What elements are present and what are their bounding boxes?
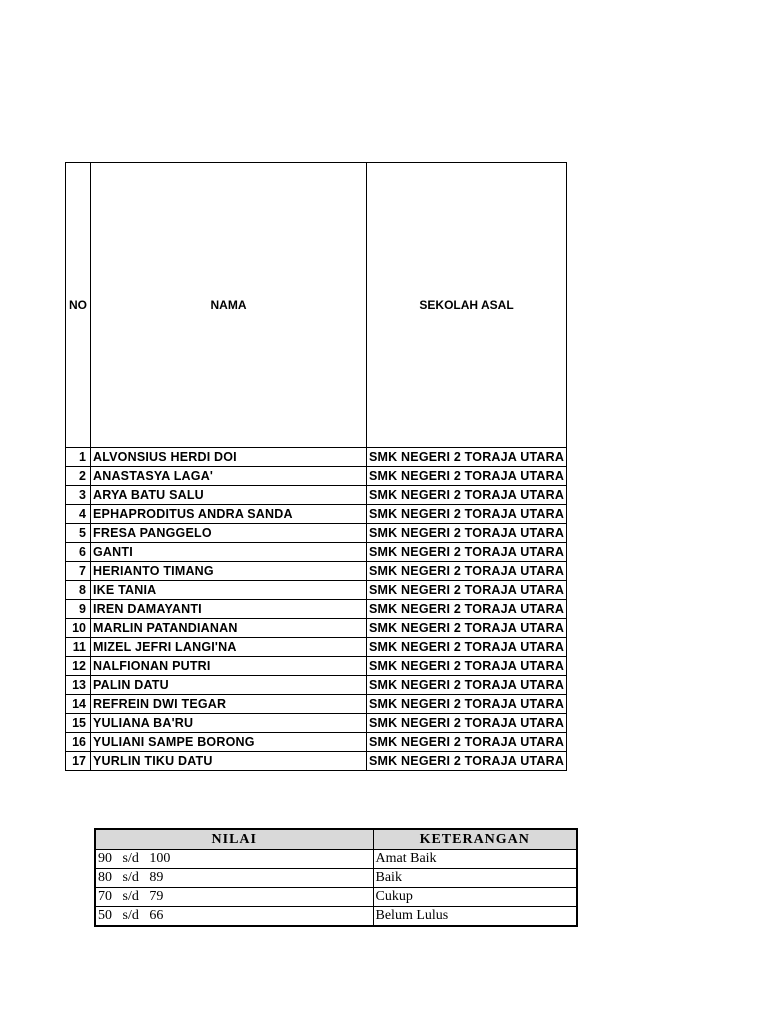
header-sekolah-asal: SEKOLAH ASAL	[367, 163, 567, 448]
table-row	[95, 888, 577, 907]
table-row	[66, 543, 567, 562]
row-number: 14	[66, 695, 91, 714]
row-number: 10	[66, 619, 91, 638]
table-row	[66, 562, 567, 581]
grade-legend-table	[94, 828, 578, 927]
header-nama: NAMA	[91, 163, 367, 448]
school-name: SMK NEGERI 2 TORAJA UTARA	[367, 448, 567, 467]
row-number: 5	[66, 524, 91, 543]
row-number: 13	[66, 676, 91, 695]
student-name: YULIANI SAMPE BORONG	[91, 733, 367, 752]
student-name: EPHAPRODITUS ANDRA SANDA	[91, 505, 367, 524]
student-name: IKE TANIA	[91, 581, 367, 600]
grade-range: 90 s/d 100	[95, 850, 373, 869]
table-row	[95, 907, 577, 927]
school-name: SMK NEGERI 2 TORAJA UTARA	[367, 695, 567, 714]
grade-range: 50 s/d 66	[95, 907, 373, 927]
student-name: MARLIN PATANDIANAN	[91, 619, 367, 638]
row-number: 3	[66, 486, 91, 505]
grade-table-header-row	[95, 829, 577, 850]
table-row	[66, 486, 567, 505]
header-nilai: NILAI	[95, 829, 373, 850]
school-name: SMK NEGERI 2 TORAJA UTARA	[367, 657, 567, 676]
school-name: SMK NEGERI 2 TORAJA UTARA	[367, 752, 567, 771]
table-row	[95, 869, 577, 888]
student-name: YURLIN TIKU DATU	[91, 752, 367, 771]
student-name: HERIANTO TIMANG	[91, 562, 367, 581]
student-name: FRESA PANGGELO	[91, 524, 367, 543]
school-name: SMK NEGERI 2 TORAJA UTARA	[367, 543, 567, 562]
grade-description: Belum Lulus	[373, 907, 577, 927]
school-name: SMK NEGERI 2 TORAJA UTARA	[367, 505, 567, 524]
school-name: SMK NEGERI 2 TORAJA UTARA	[367, 733, 567, 752]
header-no: NO	[66, 163, 91, 448]
table-row	[95, 850, 577, 869]
school-name: SMK NEGERI 2 TORAJA UTARA	[367, 600, 567, 619]
row-number: 2	[66, 467, 91, 486]
table-row	[66, 676, 567, 695]
header-keterangan: KETERANGAN	[373, 829, 577, 850]
row-number: 15	[66, 714, 91, 733]
row-number: 1	[66, 448, 91, 467]
table-row	[66, 657, 567, 676]
student-name: GANTI	[91, 543, 367, 562]
school-name: SMK NEGERI 2 TORAJA UTARA	[367, 562, 567, 581]
student-name: IREN DAMAYANTI	[91, 600, 367, 619]
table-row	[66, 448, 567, 467]
table-row	[66, 467, 567, 486]
table-row	[66, 619, 567, 638]
row-number: 8	[66, 581, 91, 600]
school-name: SMK NEGERI 2 TORAJA UTARA	[367, 638, 567, 657]
row-number: 12	[66, 657, 91, 676]
student-name: MIZEL JEFRI LANGI'NA	[91, 638, 367, 657]
table-row	[66, 752, 567, 771]
student-name: ANASTASYA LAGA'	[91, 467, 367, 486]
student-table-header-row	[66, 163, 567, 448]
row-number: 6	[66, 543, 91, 562]
student-name: ALVONSIUS HERDI DOI	[91, 448, 367, 467]
student-name: ARYA BATU SALU	[91, 486, 367, 505]
row-number: 16	[66, 733, 91, 752]
student-name: YULIANA BA'RU	[91, 714, 367, 733]
table-row	[66, 638, 567, 657]
row-number: 4	[66, 505, 91, 524]
row-number: 7	[66, 562, 91, 581]
school-name: SMK NEGERI 2 TORAJA UTARA	[367, 676, 567, 695]
table-row	[66, 524, 567, 543]
table-row	[66, 733, 567, 752]
row-number: 9	[66, 600, 91, 619]
table-row	[66, 714, 567, 733]
student-table	[65, 162, 567, 771]
table-row	[66, 505, 567, 524]
grade-range: 80 s/d 89	[95, 869, 373, 888]
table-row	[66, 581, 567, 600]
school-name: SMK NEGERI 2 TORAJA UTARA	[367, 714, 567, 733]
school-name: SMK NEGERI 2 TORAJA UTARA	[367, 467, 567, 486]
table-row	[66, 695, 567, 714]
school-name: SMK NEGERI 2 TORAJA UTARA	[367, 486, 567, 505]
grade-description: Cukup	[373, 888, 577, 907]
student-name: PALIN DATU	[91, 676, 367, 695]
student-name: REFREIN DWI TEGAR	[91, 695, 367, 714]
grade-description: Baik	[373, 869, 577, 888]
school-name: SMK NEGERI 2 TORAJA UTARA	[367, 581, 567, 600]
grade-description: Amat Baik	[373, 850, 577, 869]
school-name: SMK NEGERI 2 TORAJA UTARA	[367, 524, 567, 543]
row-number: 17	[66, 752, 91, 771]
school-name: SMK NEGERI 2 TORAJA UTARA	[367, 619, 567, 638]
student-name: NALFIONAN PUTRI	[91, 657, 367, 676]
table-row	[66, 600, 567, 619]
row-number: 11	[66, 638, 91, 657]
grade-range: 70 s/d 79	[95, 888, 373, 907]
